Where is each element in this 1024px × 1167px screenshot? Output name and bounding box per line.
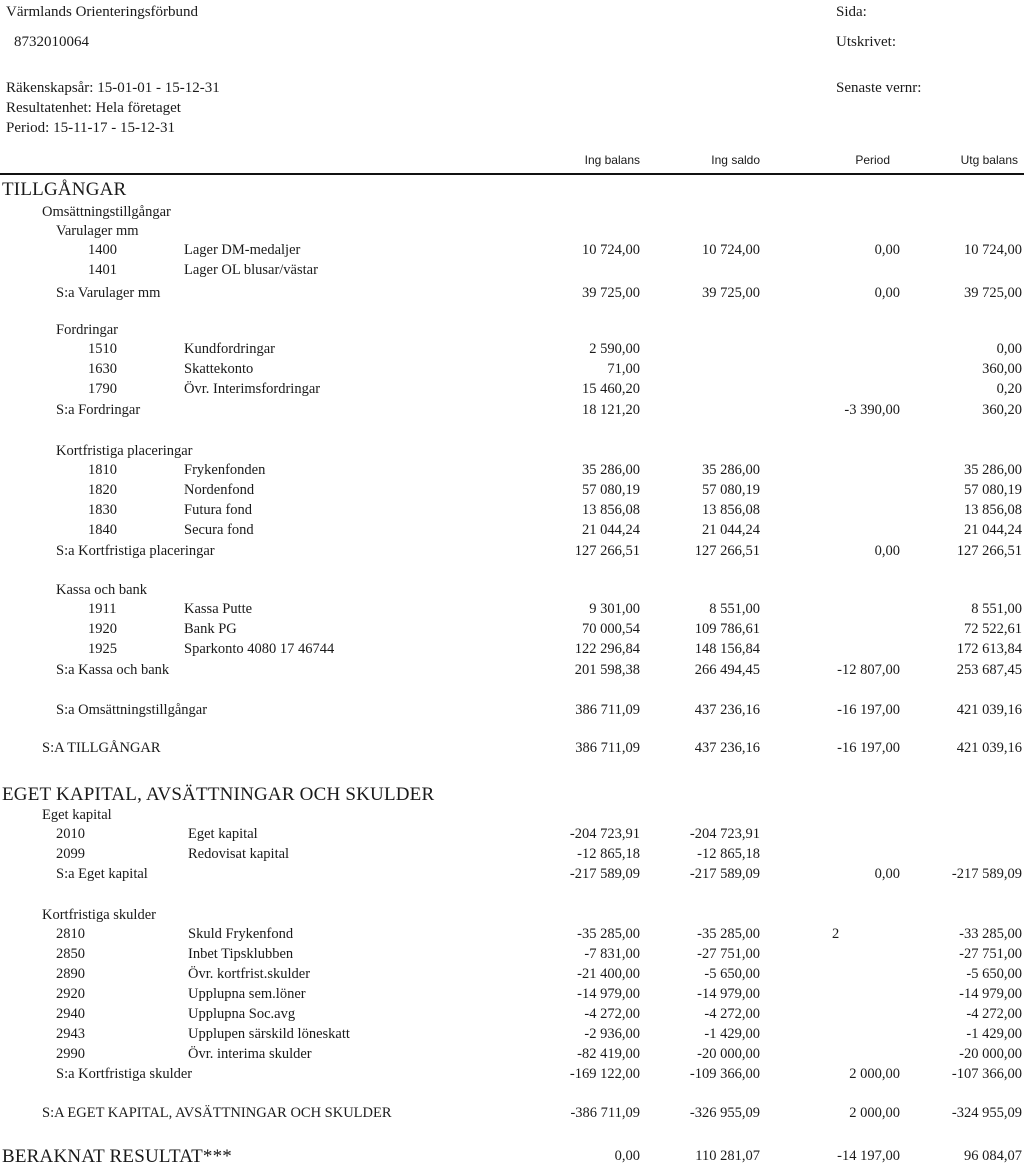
account-row: [0, 1046, 1024, 1066]
value-ing-saldo: -1 429,00: [704, 1026, 760, 1042]
value-utg-balans: -27 751,00: [959, 946, 1022, 962]
result-label: BERAKNAT RESULTAT***: [2, 1146, 232, 1167]
total-label: S:A TILLGÅNGAR: [42, 740, 161, 756]
account-name: Eget kapital: [188, 826, 258, 842]
account-number: 1820: [88, 482, 117, 498]
column-header-period: Period: [855, 153, 890, 167]
value-utg-balans: -5 650,00: [966, 966, 1022, 982]
account-number: 1510: [88, 341, 117, 357]
subtotal-row: [0, 702, 1024, 722]
value-ing-balans: -14 979,00: [577, 986, 640, 1002]
value-ing-saldo: -109 366,00: [689, 1066, 760, 1082]
account-number: 2850: [56, 946, 85, 962]
account-number: 2099: [56, 846, 85, 862]
value-utg-balans: 21 044,24: [964, 522, 1022, 538]
value-utg-balans: -217 589,09: [951, 866, 1022, 882]
value-ing-balans: -4 272,00: [584, 1006, 640, 1022]
value-utg-balans: 421 039,16: [956, 740, 1022, 756]
organization-name: Värmlands Orienteringsförbund: [6, 4, 199, 20]
subtotal-label: S:a Varulager mm: [56, 285, 161, 301]
account-name: Sparkonto 4080 17 46744: [184, 641, 335, 657]
value-utg-balans: 39 725,00: [964, 285, 1022, 301]
value-ing-balans: 71,00: [607, 361, 640, 377]
account-name: Inbet Tipsklubben: [188, 946, 294, 962]
account-number: 2810: [56, 926, 85, 942]
value-period: 0,00: [874, 242, 900, 258]
column-header-ing-saldo: Ing saldo: [711, 153, 760, 167]
value-ing-balans: 18 121,20: [582, 402, 640, 418]
value-ing-saldo: -20 000,00: [697, 1046, 760, 1062]
value-utg-balans: 35 286,00: [964, 462, 1022, 478]
value-ing-saldo: -35 285,00: [697, 926, 760, 942]
account-row: [0, 826, 1024, 846]
value-utg-balans: 0,20: [996, 381, 1022, 397]
value-period: 2 000,00: [849, 1105, 900, 1121]
value-utg-balans: 96 084,07: [964, 1148, 1022, 1164]
value-period: 2 000,00: [849, 1066, 900, 1082]
account-row: [0, 522, 1024, 542]
account-row: [0, 242, 1024, 262]
subtotal-label: S:a Kortfristiga skulder: [56, 1066, 193, 1082]
value-ing-saldo: -5 650,00: [704, 966, 760, 982]
value-ing-saldo: -12 865,18: [697, 846, 760, 862]
value-period: -16 197,00: [837, 740, 900, 756]
value-ing-balans: 21 044,24: [582, 522, 640, 538]
value-utg-balans: 72 522,61: [964, 621, 1022, 637]
account-row: [0, 462, 1024, 482]
account-row: [0, 262, 1024, 282]
account-row: [0, 1026, 1024, 1046]
account-name: Bank PG: [184, 621, 237, 637]
subtotal-label: S:a Eget kapital: [56, 866, 148, 882]
value-ing-saldo: -27 751,00: [697, 946, 760, 962]
account-name: Frykenfonden: [184, 462, 266, 478]
value-ing-balans: 39 725,00: [582, 285, 640, 301]
value-ing-balans: -82 419,00: [577, 1046, 640, 1062]
value-ing-balans: 10 724,00: [582, 242, 640, 258]
total-row: [0, 1105, 1024, 1125]
value-ing-balans: -2 936,00: [584, 1026, 640, 1042]
value-utg-balans: 421 039,16: [956, 702, 1022, 718]
section-title-tillgangar: TILLGÅNGAR: [2, 179, 127, 200]
account-number: 1810: [88, 462, 117, 478]
group-title-kassa-och-bank: Kassa och bank: [56, 582, 148, 598]
value-ing-saldo: 437 236,16: [694, 740, 760, 756]
account-number: 2920: [56, 986, 85, 1002]
subtotal-row: [0, 543, 1024, 563]
printed-label: Utskrivet:: [836, 34, 896, 50]
account-name: Lager DM-medaljer: [184, 242, 301, 258]
section-title-eget-kapital: EGET KAPITAL, AVSÄTTNINGAR OCH SKULDER: [2, 784, 435, 805]
account-name: Skuld Frykenfond: [188, 926, 294, 942]
value-utg-balans: 127 266,51: [956, 543, 1022, 559]
value-ing-balans: 386 711,09: [575, 702, 640, 718]
value-ing-saldo: -4 272,00: [704, 1006, 760, 1022]
value-ing-saldo: 148 156,84: [694, 641, 760, 657]
account-row: [0, 341, 1024, 361]
value-utg-balans: 172 613,84: [956, 641, 1022, 657]
account-number: 1401: [88, 262, 117, 278]
value-ing-saldo: 35 286,00: [702, 462, 760, 478]
value-period: 0,00: [874, 866, 900, 882]
value-utg-balans: -20 000,00: [959, 1046, 1022, 1062]
value-ing-balans: 15 460,20: [582, 381, 640, 397]
value-utg-balans: -14 979,00: [959, 986, 1022, 1002]
account-number: 1911: [88, 601, 117, 617]
value-utg-balans: -324 955,09: [951, 1105, 1022, 1121]
period: Period: 15-11-17 - 15-12-31: [6, 120, 175, 136]
latest-voucher-label: Senaste vernr:: [836, 80, 922, 96]
value-ing-balans: -7 831,00: [584, 946, 640, 962]
account-name: Futura fond: [184, 502, 253, 518]
value-utg-balans: 360,20: [982, 402, 1022, 418]
account-row: [0, 926, 1024, 946]
account-number: 1830: [88, 502, 117, 518]
account-number: 1400: [88, 242, 117, 258]
subtotal-label: S:a Omsättningstillgångar: [56, 702, 208, 718]
total-row: [0, 740, 1024, 760]
fiscal-year: Räkenskapsår: 15-01-01 - 15-12-31: [6, 80, 220, 96]
group-title-eget-kapital: Eget kapital: [42, 807, 112, 823]
account-row: [0, 482, 1024, 502]
account-name: Kundfordringar: [184, 341, 276, 357]
value-ing-balans: 122 296,84: [574, 641, 640, 657]
subtotal-row: [0, 866, 1024, 886]
account-number: 1630: [88, 361, 117, 377]
account-name: Nordenfond: [184, 482, 255, 498]
value-period: -16 197,00: [837, 702, 900, 718]
account-name: Lager OL blusar/västar: [184, 262, 318, 278]
value-period: 0,00: [874, 285, 900, 301]
value-ing-saldo: 21 044,24: [702, 522, 760, 538]
value-period: -14 197,00: [837, 1148, 900, 1164]
account-row: [0, 846, 1024, 866]
value-ing-balans: -169 122,00: [569, 1066, 640, 1082]
value-utg-balans: -33 285,00: [959, 926, 1022, 942]
value-ing-saldo: 13 856,08: [702, 502, 760, 518]
account-row: [0, 621, 1024, 641]
total-label: S:A EGET KAPITAL, AVSÄTTNINGAR OCH SKULDER: [42, 1105, 392, 1121]
column-header-ing-balans: Ing balans: [584, 153, 640, 167]
value-period: -3 390,00: [844, 402, 900, 418]
value-ing-balans: 0,00: [614, 1148, 640, 1164]
account-row: [0, 381, 1024, 401]
value-period: -12 807,00: [837, 662, 900, 678]
account-number: 1925: [88, 641, 117, 657]
subtotal-label: S:a Kortfristiga placeringar: [56, 543, 215, 559]
account-name: Upplupna Soc.avg: [188, 1006, 296, 1022]
value-ing-saldo: -326 955,09: [689, 1105, 760, 1121]
value-ing-balans: 9 301,00: [589, 601, 640, 617]
value-ing-balans: -21 400,00: [577, 966, 640, 982]
organization-number: 8732010064: [14, 34, 89, 50]
account-number: 2010: [56, 826, 85, 842]
account-row: [0, 966, 1024, 986]
value-utg-balans: 13 856,08: [964, 502, 1022, 518]
column-header-utg-balans: Utg balans: [960, 153, 1018, 167]
value-utg-balans: 253 687,45: [956, 662, 1022, 678]
value-utg-balans: 360,00: [982, 361, 1022, 377]
account-name: Kassa Putte: [184, 601, 253, 617]
account-number: 2990: [56, 1046, 85, 1062]
subtotal-label: S:a Kassa och bank: [56, 662, 170, 678]
value-ing-balans: -386 711,09: [570, 1105, 640, 1121]
value-ing-saldo: 127 266,51: [694, 543, 760, 559]
account-name: Upplupna sem.löner: [188, 986, 306, 1002]
value-period: 2: [832, 926, 840, 942]
result-row: [0, 1146, 1024, 1167]
subtotal-label: S:a Fordringar: [56, 402, 141, 418]
account-row: [0, 1006, 1024, 1026]
value-ing-saldo: 110 281,07: [695, 1148, 760, 1164]
value-ing-balans: 13 856,08: [582, 502, 640, 518]
value-ing-balans: 35 286,00: [582, 462, 640, 478]
account-number: 1920: [88, 621, 117, 637]
account-row: [0, 986, 1024, 1006]
group-title-kortfristiga-skulder: Kortfristiga skulder: [42, 907, 156, 923]
group-title-varulager: Varulager mm: [56, 223, 139, 239]
value-ing-saldo: -217 589,09: [689, 866, 760, 882]
account-number: 2890: [56, 966, 85, 982]
value-ing-saldo: 10 724,00: [702, 242, 760, 258]
account-name: Skattekonto: [184, 361, 254, 377]
value-ing-balans: 386 711,09: [575, 740, 640, 756]
account-number: 1840: [88, 522, 117, 538]
value-ing-balans: -204 723,91: [569, 826, 640, 842]
subtotal-row: [0, 285, 1024, 305]
value-period: 0,00: [874, 543, 900, 559]
subtotal-row: [0, 662, 1024, 682]
value-ing-balans: -12 865,18: [577, 846, 640, 862]
value-ing-balans: 57 080,19: [582, 482, 640, 498]
value-ing-saldo: 266 494,45: [694, 662, 760, 678]
account-row: [0, 502, 1024, 522]
value-utg-balans: -107 366,00: [951, 1066, 1022, 1082]
account-name: Övr. kortfrist.skulder: [188, 966, 311, 982]
account-row: [0, 946, 1024, 966]
group-title-fordringar: Fordringar: [56, 322, 119, 338]
account-row: [0, 601, 1024, 621]
value-utg-balans: 8 551,00: [971, 601, 1022, 617]
account-row: [0, 641, 1024, 661]
value-ing-balans: -217 589,09: [569, 866, 640, 882]
value-ing-saldo: 39 725,00: [702, 285, 760, 301]
subtotal-row: [0, 402, 1024, 422]
header-rule: [0, 173, 1024, 175]
value-ing-saldo: 8 551,00: [709, 601, 760, 617]
value-ing-balans: 70 000,54: [582, 621, 640, 637]
value-utg-balans: 10 724,00: [964, 242, 1022, 258]
value-ing-balans: -35 285,00: [577, 926, 640, 942]
result-unit: Resultatenhet: Hela företaget: [6, 100, 181, 116]
value-utg-balans: -1 429,00: [966, 1026, 1022, 1042]
value-ing-saldo: -204 723,91: [689, 826, 760, 842]
account-name: Övr. interima skulder: [188, 1046, 312, 1062]
account-number: 1790: [88, 381, 117, 397]
account-number: 2943: [56, 1026, 85, 1042]
account-number: 2940: [56, 1006, 85, 1022]
value-ing-saldo: 57 080,19: [702, 482, 760, 498]
value-utg-balans: 0,00: [996, 341, 1022, 357]
account-name: Redovisat kapital: [188, 846, 290, 862]
group-title-omsattning: Omsättningstillgångar: [42, 204, 171, 220]
value-ing-balans: 2 590,00: [589, 341, 640, 357]
account-name: Upplupen särskild löneskatt: [188, 1026, 350, 1042]
value-ing-saldo: 109 786,61: [694, 621, 760, 637]
account-name: Secura fond: [184, 522, 254, 538]
value-ing-balans: 201 598,38: [574, 662, 640, 678]
account-row: [0, 361, 1024, 381]
value-ing-balans: 127 266,51: [574, 543, 640, 559]
value-ing-saldo: -14 979,00: [697, 986, 760, 1002]
account-name: Övr. Interimsfordringar: [184, 381, 321, 397]
value-utg-balans: 57 080,19: [964, 482, 1022, 498]
page-label: Sida:: [836, 4, 867, 20]
value-utg-balans: -4 272,00: [966, 1006, 1022, 1022]
group-title-kortfristiga-placeringar: Kortfristiga placeringar: [56, 443, 193, 459]
subtotal-row: [0, 1066, 1024, 1086]
value-ing-saldo: 437 236,16: [694, 702, 760, 718]
